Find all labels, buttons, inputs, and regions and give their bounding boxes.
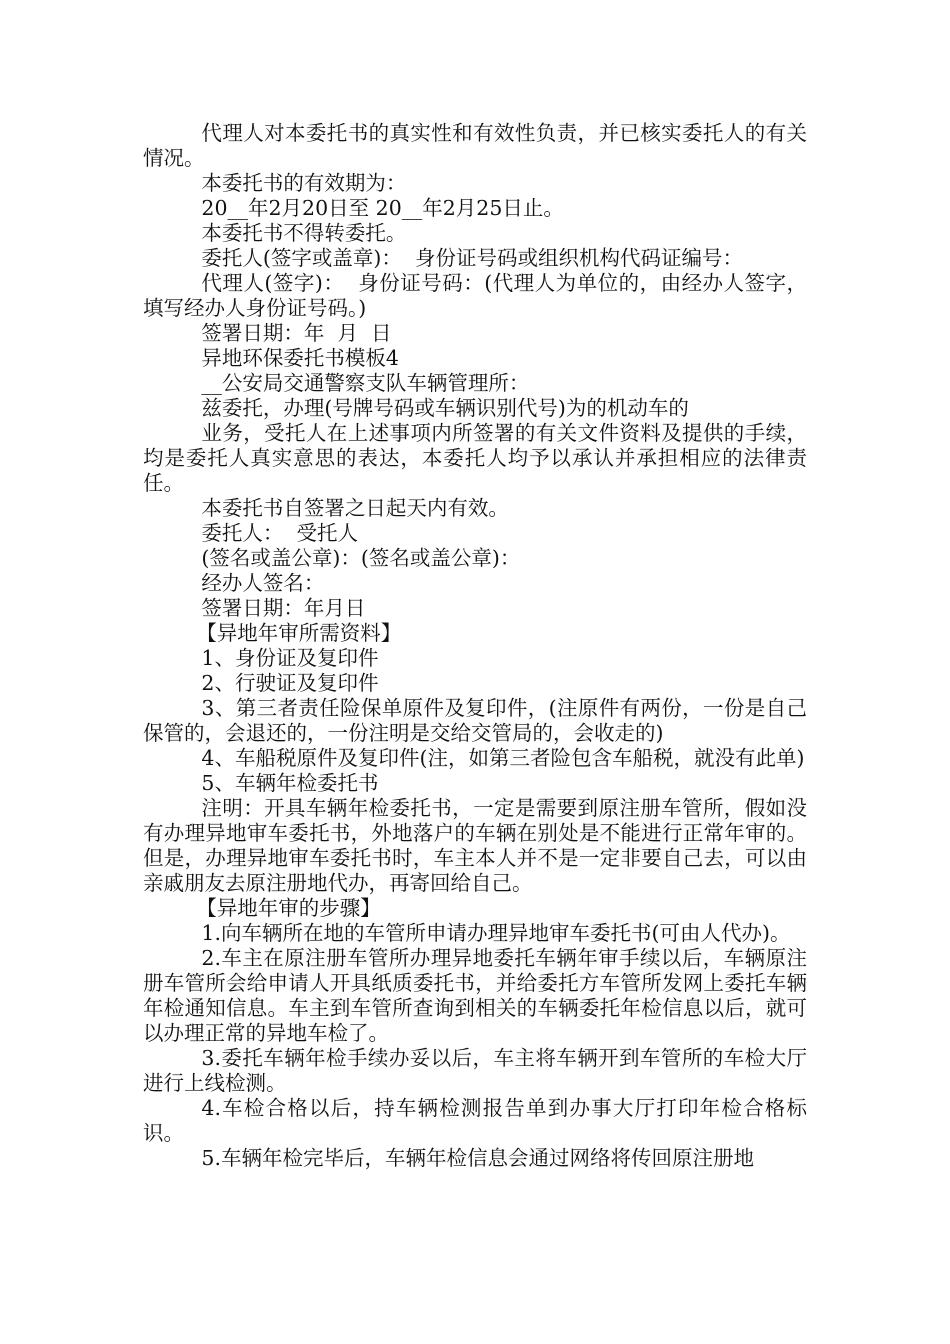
section-heading: 【异地年审所需资料】 bbox=[196, 621, 402, 645]
paragraph: __公安局交通警察支队车辆管理所： bbox=[201, 371, 530, 395]
paragraph: 20__年2月20日至 20__年2月25日止。 bbox=[201, 196, 564, 220]
paragraph: 经办人签名： bbox=[201, 571, 325, 595]
paragraph: 委托人： 受托人 bbox=[201, 521, 358, 545]
paragraph: 代理人(签字)： 身份证号码：(代理人为单位的，由经办人签字，填写经办人身份证号码。) bbox=[143, 271, 807, 320]
step-item: 3.委托车辆年检手续办妥以后，车主将车辆开到车管所的车检大厅进行上线检测。 bbox=[143, 1046, 807, 1095]
paragraph: 本委托书自签署之日起天内有效。 bbox=[201, 496, 509, 520]
paragraph: 兹委托，办理(号牌号码或车辆识别代号)为的机动车的 bbox=[201, 396, 689, 420]
paragraph: 业务，受托人在上述事项内所签署的有关文件资料及提供的手续，均是委托人真实意思的表达，本委托人均予以承认并承担相应的法律责任。 bbox=[143, 421, 807, 495]
step-item: 4.车检合格以后，持车辆检测报告单到办事大厅打印年检合格标识。 bbox=[143, 1096, 807, 1145]
paragraph: 代理人对本委托书的真实性和有效性负责，并已核实委托人的有关情况。 bbox=[143, 121, 807, 170]
paragraph: 注明：开具车辆年检委托书，一定是需要到原注册车管所，假如没有办理异地审车委托书，外地落户的车辆在别处是不能进行正常年审的。但是，办理异地审车委托书时，车主本人并不是一定非要自己去，可以由亲戚朋友去原注册地代办，再寄回给自己。 bbox=[143, 796, 807, 895]
list-item: 2、行驶证及复印件 bbox=[201, 671, 379, 695]
list-item: 5、车辆年检委托书 bbox=[201, 771, 379, 795]
paragraph: 签署日期：年 月 日 bbox=[201, 321, 392, 345]
list-item: 4、车船税原件及复印件(注，如第三者险包含车船税，就没有此单) bbox=[201, 746, 805, 770]
list-item: 1、身份证及复印件 bbox=[201, 646, 379, 670]
paragraph: 签署日期：年月日 bbox=[201, 596, 366, 620]
paragraph: 异地环保委托书模板4 bbox=[201, 346, 399, 370]
paragraph: 本委托书的有效期为： bbox=[201, 171, 407, 195]
paragraph: 本委托书不得转委托。 bbox=[201, 221, 407, 245]
step-item: 5.车辆年检完毕后，车辆年检信息会通过网络将传回原注册地 bbox=[201, 1146, 754, 1170]
document-body bbox=[143, 121, 807, 1171]
step-item: 2.车主在原注册车管所办理异地委托车辆年审手续以后，车辆原注册车管所会给申请人开具纸质委托书，并给委托方车管所发网上委托车辆年检通知信息。车主到车管所查询到相关的车辆委托年检信息以后，就可以办理正常的异地车检了。 bbox=[143, 946, 807, 1045]
paragraph: 委托人(签字或盖章)： 身份证号码或组织机构代码证编号： bbox=[201, 246, 743, 270]
list-item: 3、第三者责任险保单原件及复印件，(注原件有两份，一份是自己保管的，会退还的，一份注明是交给交管局的，会收走的) bbox=[143, 696, 807, 745]
step-item: 1.向车辆所在地的车管所申请办理异地审车委托书(可由人代办)。 bbox=[201, 921, 791, 945]
paragraph: (签名或盖公章)：(签名或盖公章)： bbox=[201, 546, 521, 570]
section-heading: 【异地年审的步骤】 bbox=[196, 896, 381, 920]
